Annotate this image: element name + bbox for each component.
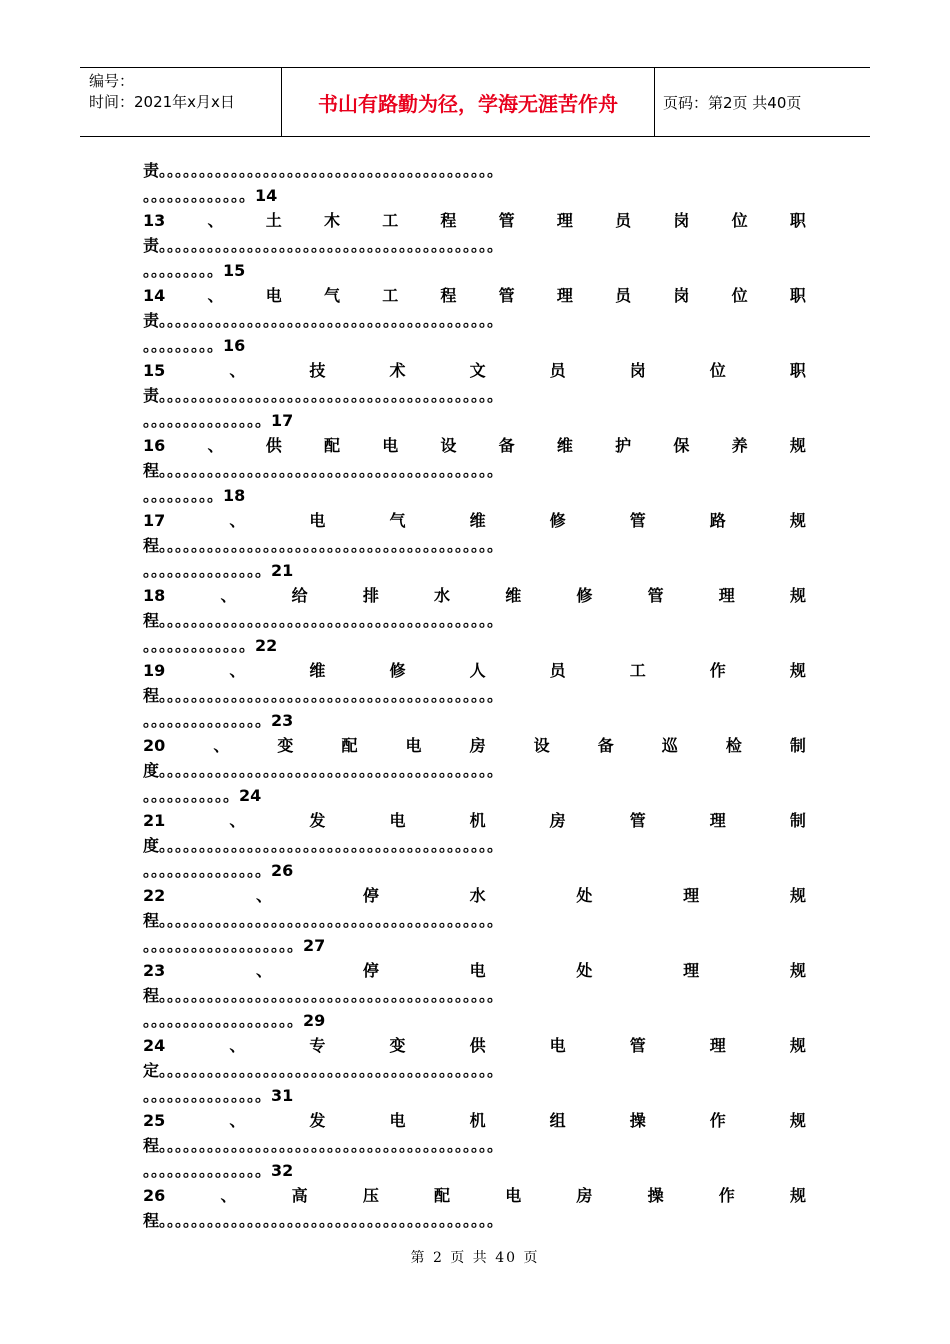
toc-heading-char: 检 (725, 736, 742, 755)
toc-heading-char: 、 (256, 961, 273, 980)
toc-heading-char: 规 (789, 1111, 806, 1130)
toc-heading-char: 规 (789, 1186, 806, 1205)
toc-heading-char: 、 (207, 436, 224, 455)
toc-heading-char: 、 (229, 361, 246, 380)
toc-heading-char: 、 (229, 1036, 246, 1055)
toc-heading-char: 处 (576, 886, 593, 905)
toc-heading-char: 理 (556, 286, 573, 305)
header-meta (80, 68, 281, 136)
toc-heading-char: 员 (615, 286, 632, 305)
toc-heading-char: 理 (556, 211, 573, 230)
toc-heading-char: 电 (549, 1036, 566, 1055)
toc-page-line: 。。。。。。。。。15 (143, 261, 246, 280)
toc-heading-char: 操 (647, 1186, 664, 1205)
toc-heading-char: 发 (309, 1111, 326, 1130)
toc-page-line: 。。。。。。。。。18 (143, 486, 246, 505)
toc-heading-char: 修 (389, 661, 406, 680)
header-slogan: 书山有路勤为径，学海无涯苦作舟 (281, 68, 655, 136)
toc-heading-char: 管 (629, 511, 646, 530)
toc-dot-line: 责。。。。。。。。。。。。。。。。。。。。。。。。。。。。。。。。。。。。。。。。。。 (143, 311, 504, 330)
toc-entry-heading (143, 883, 806, 908)
toc-heading-char: 停 (362, 961, 379, 980)
toc-heading-char: 工 (382, 286, 399, 305)
toc-heading-char: 、 (220, 1186, 237, 1205)
toc-heading-char: 电 (382, 436, 399, 455)
toc-heading-char: 岗 (673, 286, 690, 305)
toc-heading-char: 压 (362, 1186, 379, 1205)
toc-dot-line: 责。。。。。。。。。。。。。。。。。。。。。。。。。。。。。。。。。。。。。。。。。。 (143, 236, 504, 255)
number-label: 编号： (89, 72, 135, 90)
toc-heading-char: 术 (389, 361, 406, 380)
toc-heading-char: 电 (405, 736, 422, 755)
toc-page-line: 。。。。。。。。。。。。。。。32 (143, 1161, 294, 1180)
toc-heading-char: 专 (309, 1036, 326, 1055)
toc-page-line: 。。。。。。。。。。。24 (143, 786, 262, 805)
toc-heading-char: 18 (143, 586, 166, 605)
toc-heading-char: 养 (731, 436, 748, 455)
toc-heading-char: 护 (615, 436, 632, 455)
toc-dot-line: 程。。。。。。。。。。。。。。。。。。。。。。。。。。。。。。。。。。。。。。。。。。 (143, 1211, 504, 1230)
toc-heading-char: 规 (789, 511, 806, 530)
toc-heading-char: 管 (498, 211, 515, 230)
toc-heading-char: 规 (789, 661, 806, 680)
toc-heading-char: 职 (789, 211, 806, 230)
toc-heading-char: 24 (143, 1036, 166, 1055)
toc-heading-char: 配 (434, 1186, 451, 1205)
toc-dot-line: 责。。。。。。。。。。。。。。。。。。。。。。。。。。。。。。。。。。。。。。。。。。 (143, 161, 504, 180)
toc-heading-char: 16 (143, 436, 166, 455)
toc-page-line: 。。。。。。。。。。。。。。。。。。。29 (143, 1011, 326, 1030)
toc-heading-char: 、 (229, 511, 246, 530)
toc-heading-char: 规 (789, 886, 806, 905)
toc-heading-char: 15 (143, 361, 166, 380)
toc-heading-char: 、 (229, 1111, 246, 1130)
toc-entry-heading (143, 1183, 806, 1208)
toc-heading-char: 电 (389, 1111, 406, 1130)
toc-heading-char: 工 (382, 211, 399, 230)
toc-heading-char: 理 (709, 811, 726, 830)
toc-heading-char: 备 (597, 736, 614, 755)
toc-page-line: 。。。。。。。。。。。。。。。。。。。27 (143, 936, 326, 955)
toc-heading-char: 理 (718, 586, 735, 605)
toc-heading-char: 修 (576, 586, 593, 605)
toc-heading-char: 程 (440, 286, 457, 305)
toc-heading-char: 机 (469, 811, 486, 830)
toc-heading-char: 位 (731, 286, 748, 305)
toc-heading-char: 房 (549, 811, 566, 830)
toc-heading-char: 配 (341, 736, 358, 755)
toc-heading-char: 修 (549, 511, 566, 530)
toc-dot-line: 程。。。。。。。。。。。。。。。。。。。。。。。。。。。。。。。。。。。。。。。。。。 (143, 911, 504, 930)
toc-heading-char: 、 (220, 586, 237, 605)
toc-heading-char: 制 (789, 736, 806, 755)
toc-heading-char: 25 (143, 1111, 166, 1130)
toc-heading-char: 13 (143, 211, 166, 230)
toc-heading-char: 23 (143, 961, 166, 980)
toc-heading-char: 管 (647, 586, 664, 605)
toc-page-line: 。。。。。。。。。。。。。。。23 (143, 711, 294, 730)
toc-entry-heading (143, 508, 806, 533)
toc-dot-line: 责。。。。。。。。。。。。。。。。。。。。。。。。。。。。。。。。。。。。。。。。。。 (143, 386, 504, 405)
toc-heading-char: 制 (789, 811, 806, 830)
toc-entry-heading (143, 733, 806, 758)
toc-entry-heading (143, 958, 806, 983)
toc-heading-char: 理 (683, 886, 700, 905)
toc-heading-char: 高 (291, 1186, 308, 1205)
toc-dot-line: 程。。。。。。。。。。。。。。。。。。。。。。。。。。。。。。。。。。。。。。。。。。 (143, 986, 504, 1005)
toc-heading-char: 路 (709, 511, 726, 530)
toc-heading-char: 作 (718, 1186, 735, 1205)
toc-page-line: 。。。。。。。。。。。。。14 (143, 186, 278, 205)
toc-entry-heading (143, 658, 806, 683)
toc-dot-line: 程。。。。。。。。。。。。。。。。。。。。。。。。。。。。。。。。。。。。。。。。。。 (143, 536, 504, 555)
toc-heading-char: 停 (362, 886, 379, 905)
toc-heading-char: 21 (143, 811, 166, 830)
toc-heading-char: 19 (143, 661, 166, 680)
toc-heading-char: 管 (498, 286, 515, 305)
page-footer: 第 2 页 共 40 页 (410, 1250, 540, 1266)
toc-heading-char: 电 (309, 511, 326, 530)
toc-heading-char: 26 (143, 1186, 166, 1205)
toc-heading-char: 作 (709, 1111, 726, 1130)
toc-heading-char: 规 (789, 961, 806, 980)
toc-heading-char: 14 (143, 286, 166, 305)
toc-dot-line: 度。。。。。。。。。。。。。。。。。。。。。。。。。。。。。。。。。。。。。。。。。。 (143, 836, 504, 855)
toc-heading-char: 电 (469, 961, 486, 980)
toc-entry-heading (143, 1108, 806, 1133)
toc-heading-char: 岗 (673, 211, 690, 230)
toc-heading-char: 维 (309, 661, 326, 680)
toc-dot-line: 定。。。。。。。。。。。。。。。。。。。。。。。。。。。。。。。。。。。。。。。。。。 (143, 1061, 504, 1080)
toc-entry-heading (143, 283, 806, 308)
toc-heading-char: 员 (615, 211, 632, 230)
toc-dot-line: 程。。。。。。。。。。。。。。。。。。。。。。。。。。。。。。。。。。。。。。。。。。 (143, 611, 504, 630)
toc-heading-char: 管 (629, 811, 646, 830)
toc-heading-char: 、 (229, 661, 246, 680)
toc-heading-char: 岗 (629, 361, 646, 380)
toc-page-line: 。。。。。。。。。16 (143, 336, 246, 355)
toc-heading-char: 理 (683, 961, 700, 980)
toc-heading-char: 程 (440, 211, 457, 230)
toc-page-line: 。。。。。。。。。。。。。。。21 (143, 561, 294, 580)
page-header (80, 67, 870, 137)
toc-heading-char: 、 (213, 736, 230, 755)
toc-heading-char: 作 (709, 661, 726, 680)
toc-heading-char: 、 (207, 286, 224, 305)
toc-heading-char: 给 (291, 586, 308, 605)
toc-heading-char: 、 (207, 211, 224, 230)
toc-heading-char: 变 (277, 736, 294, 755)
toc-entry-heading (143, 433, 806, 458)
toc-heading-char: 备 (498, 436, 515, 455)
toc-heading-char: 电 (505, 1186, 522, 1205)
toc-entry-heading (143, 583, 806, 608)
toc-heading-char: 文 (469, 361, 486, 380)
toc-dot-line: 度。。。。。。。。。。。。。。。。。。。。。。。。。。。。。。。。。。。。。。。。。。 (143, 761, 504, 780)
time-label: 时间：2021年x月x日 (89, 93, 235, 111)
toc-heading-char: 水 (469, 886, 486, 905)
toc-page-line: 。。。。。。。。。。。。。。。31 (143, 1086, 294, 1105)
toc-heading-char: 17 (143, 511, 166, 530)
toc-page-line: 。。。。。。。。。。。。。22 (143, 636, 278, 655)
toc-heading-char: 职 (789, 286, 806, 305)
toc-heading-char: 规 (789, 1036, 806, 1055)
toc-heading-char: 规 (789, 436, 806, 455)
toc-heading-char: 房 (576, 1186, 593, 1205)
toc-heading-char: 管 (629, 1036, 646, 1055)
toc-heading-char: 保 (673, 436, 690, 455)
toc-heading-char: 、 (256, 886, 273, 905)
toc-heading-char: 排 (362, 586, 379, 605)
toc-heading-char: 技 (309, 361, 326, 380)
toc-heading-char: 操 (629, 1111, 646, 1130)
toc-heading-char: 水 (434, 586, 451, 605)
toc-heading-char: 巡 (661, 736, 678, 755)
toc-heading-char: 电 (389, 811, 406, 830)
toc-heading-char: 气 (389, 511, 406, 530)
toc-heading-char: 配 (323, 436, 340, 455)
toc-heading-char: 气 (323, 286, 340, 305)
toc-heading-char: 职 (789, 361, 806, 380)
toc-heading-char: 设 (533, 736, 550, 755)
toc-heading-char: 位 (731, 211, 748, 230)
toc-heading-char: 维 (556, 436, 573, 455)
toc-heading-char: 员 (549, 361, 566, 380)
toc-heading-char: 工 (629, 661, 646, 680)
toc-heading-char: 处 (576, 961, 593, 980)
toc-heading-char: 、 (229, 811, 246, 830)
toc-heading-char: 组 (549, 1111, 566, 1130)
toc-heading-char: 设 (440, 436, 457, 455)
toc-dot-line: 程。。。。。。。。。。。。。。。。。。。。。。。。。。。。。。。。。。。。。。。。。。 (143, 461, 504, 480)
table-of-contents (143, 158, 806, 1233)
toc-heading-char: 房 (469, 736, 486, 755)
toc-heading-char: 员 (549, 661, 566, 680)
toc-heading-char: 发 (309, 811, 326, 830)
toc-entry-heading (143, 1033, 806, 1058)
toc-entry-heading (143, 208, 806, 233)
toc-heading-char: 22 (143, 886, 166, 905)
toc-page-line: 。。。。。。。。。。。。。。。17 (143, 411, 294, 430)
toc-heading-char: 维 (469, 511, 486, 530)
toc-heading-char: 理 (709, 1036, 726, 1055)
toc-dot-line: 程。。。。。。。。。。。。。。。。。。。。。。。。。。。。。。。。。。。。。。。。。。 (143, 1136, 504, 1155)
toc-heading-char: 供 (265, 436, 282, 455)
toc-heading-char: 电 (265, 286, 282, 305)
toc-heading-char: 位 (709, 361, 726, 380)
toc-heading-char: 供 (469, 1036, 486, 1055)
header-page-info: 页码：第2页 共40页 (663, 93, 802, 112)
toc-heading-char: 规 (789, 586, 806, 605)
toc-entry-heading (143, 808, 806, 833)
toc-heading-char: 土 (265, 211, 282, 230)
toc-page-line: 。。。。。。。。。。。。。。。26 (143, 861, 294, 880)
toc-heading-char: 木 (323, 211, 340, 230)
toc-heading-char: 机 (469, 1111, 486, 1130)
toc-heading-char: 人 (469, 661, 486, 680)
toc-heading-char: 维 (505, 586, 522, 605)
toc-entry-heading (143, 358, 806, 383)
toc-dot-line: 程。。。。。。。。。。。。。。。。。。。。。。。。。。。。。。。。。。。。。。。。。。 (143, 686, 504, 705)
toc-heading-char: 20 (143, 736, 166, 755)
toc-heading-char: 变 (389, 1036, 406, 1055)
